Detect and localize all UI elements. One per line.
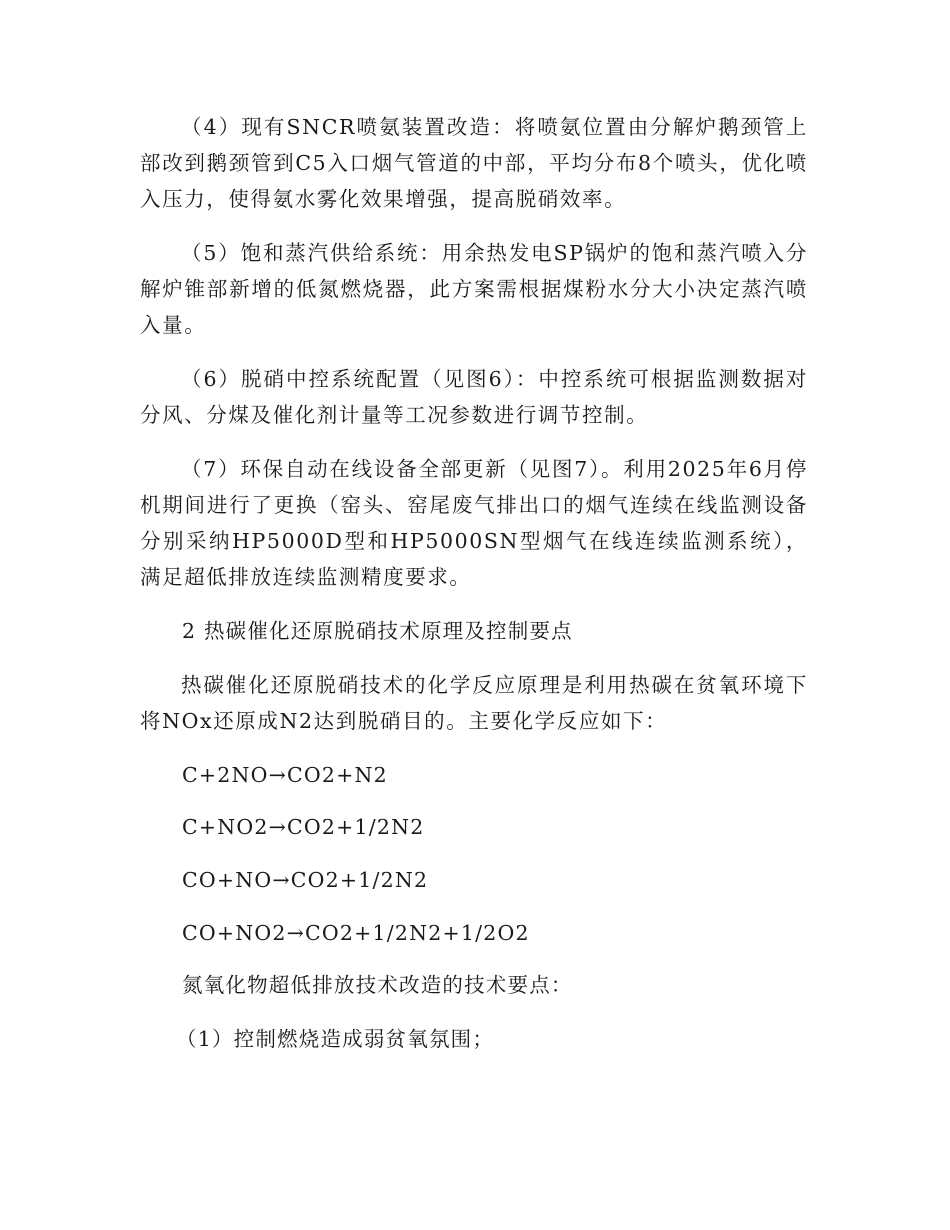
paragraph-principle: 热碳催化还原脱硝技术的化学反应原理是利用热碳在贫氧环境下将NOx还原成N2达到脱硝目的。主要化学反应如下： (140, 673, 808, 733)
paragraph-saturated-steam: （5）饱和蒸汽供给系统：用余热发电SP锅炉的饱和蒸汽喷入分解炉锥部新增的低氮燃烧器，此方案需根据煤粉水分大小决定蒸汽喷入量。 (140, 241, 808, 337)
reaction-equation: C+NO2→CO2+1/2N2 (182, 815, 425, 839)
paragraph-sncr-retrofit: （4）现有SNCR喷氨装置改造：将喷氨位置由分解炉鹅颈管上部改到鹅颈管到C5入口烟气管道的中部，平均分布8个喷头，优化喷入压力，使得氨水雾化效果增强，提高脱硝效率。 (140, 115, 808, 211)
reaction-equation: C+2NO→CO2+N2 (182, 763, 388, 787)
key-point-item: （1）控制燃烧造成弱贫氧氛围； (176, 1027, 495, 1051)
key-points-heading: 氮氧化物超低排放技术改造的技术要点： (182, 973, 573, 997)
reaction-equation: CO+NO→CO2+1/2N2 (182, 868, 429, 892)
paragraph-control-system: （6）脱硝中控系统配置（见图6）：中控系统可根据监测数据对分风、分煤及催化剂计量等工况参数进行调节控制。 (140, 367, 808, 427)
reaction-equation: CO+NO2→CO2+1/2N2+1/2O2 (182, 921, 530, 945)
paragraph-online-equipment: （7）环保自动在线设备全部更新（见图7）。利用2025年6月停机期间进行了更换（窑头、窑尾废气排出口的烟气连续在线监测设备分别采纳HP5000D型和HP5000SN型烟气在线连续监测系统），满足超低排放连续监测精度要求。 (140, 457, 808, 589)
section-heading: 2 热碳催化还原脱硝技术原理及控制要点 (182, 619, 573, 643)
